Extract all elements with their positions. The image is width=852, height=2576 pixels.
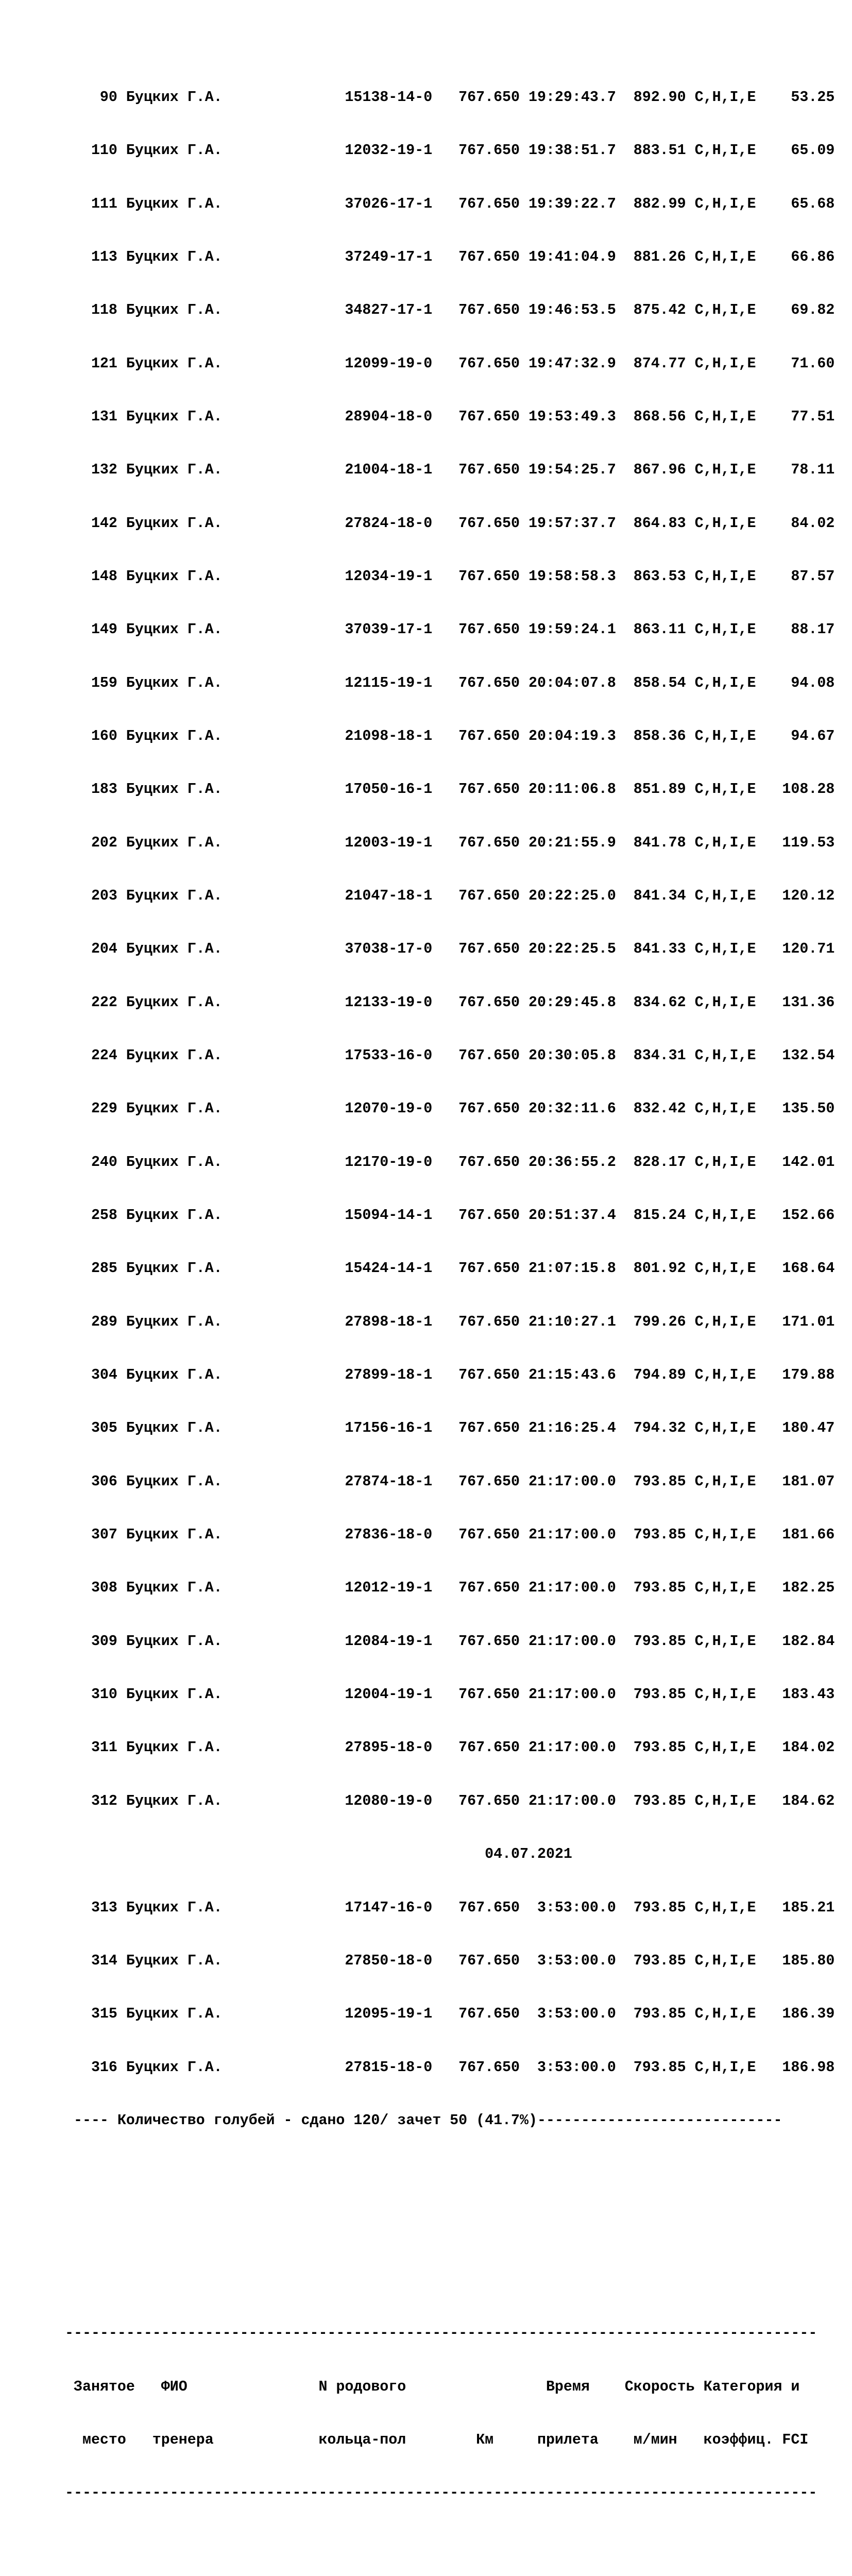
result-row: 312 Буцких Г.А. 12080-19-0 767.650 21:17:00.0 793.85 C,H,I,E 184.62 [65,1792,835,1809]
result-row: 148 Буцких Г.А. 12034-19-1 767.650 19:58:58.3 863.53 C,H,I,E 87.57 [65,568,835,585]
result-row: 258 Буцких Г.А. 15094-14-1 767.650 20:51:37.4 815.24 C,H,I,E 152.66 [65,1207,835,1224]
result-row: 160 Буцких Г.А. 21098-18-1 767.650 20:04:19.3 858.36 C,H,I,E 94.67 [65,727,835,744]
result-row: 229 Буцких Г.А. 12070-19-0 767.650 20:32:11.6 832.42 C,H,I,E 135.50 [65,1100,835,1117]
result-row: 307 Буцких Г.А. 27836-18-0 767.650 21:17:00.0 793.85 C,H,I,E 181.66 [65,1527,835,1544]
result-row: 142 Буцких Г.А. 27824-18-0 767.650 19:57:37.7 864.83 C,H,I,E 84.02 [65,515,835,532]
date-separator: 04.07.2021 [65,1846,572,1863]
result-row: 132 Буцких Г.А. 21004-18-1 767.650 19:54:25.7 867.96 C,H,I,E 78.11 [65,462,835,479]
result-row: 121 Буцких Г.А. 12099-19-0 767.650 19:47:32.9 874.77 C,H,I,E 71.60 [65,355,835,372]
results-block-butskih [65,53,834,2165]
spacer [65,2218,834,2236]
result-row: 313 Буцких Г.А. 17147-16-0 767.650 3:53:00.0 793.85 C,H,I,E 185.21 [65,1899,835,1916]
result-row: 222 Буцких Г.А. 12133-19-0 767.650 20:29:45.8 834.62 C,H,I,E 131.36 [65,994,835,1011]
result-row: 311 Буцких Г.А. 27895-18-0 767.650 21:17:00.0 793.85 C,H,I,E 184.02 [65,1739,835,1756]
result-row: 309 Буцких Г.А. 12084-19-1 767.650 21:17:00.0 793.85 C,H,I,E 182.84 [65,1633,835,1650]
result-row: 110 Буцких Г.А. 12032-19-1 767.650 19:38:51.7 883.51 C,H,I,E 65.09 [65,142,835,159]
result-row: 289 Буцких Г.А. 27898-18-1 767.650 21:10:27.1 799.26 C,H,I,E 171.01 [65,1313,835,1330]
header-rule: -------------------------------------------------------------------------------------- [65,2325,817,2342]
result-row: 314 Буцких Г.А. 27850-18-0 767.650 3:53:00.0 793.85 C,H,I,E 185.80 [65,1952,835,1969]
result-row: 305 Буцких Г.А. 17156-16-1 767.650 21:16:25.4 794.32 C,H,I,E 180.47 [65,1420,835,1437]
result-row: 90 Буцких Г.А. 15138-14-0 767.650 19:29:43.7 892.90 C,H,I,E 53.25 [65,89,835,106]
result-row: 315 Буцких Г.А. 12095-19-1 767.650 3:53:00.0 793.85 C,H,I,E 186.39 [65,2006,835,2023]
result-row: 240 Буцких Г.А. 12170-19-0 767.650 20:36:55.2 828.17 C,H,I,E 142.01 [65,1154,835,1171]
result-row: 224 Буцких Г.А. 17533-16-0 767.650 20:30:05.8 834.31 C,H,I,E 132.54 [65,1047,835,1064]
result-row: 285 Буцких Г.А. 15424-14-1 767.650 21:07:15.8 801.92 C,H,I,E 168.64 [65,1260,835,1277]
result-row: 316 Буцких Г.А. 27815-18-0 767.650 3:53:00.0 793.85 C,H,I,E 186.98 [65,2059,835,2076]
pigeon-count-summary: ---- Количество голубей - сдано 120/ зачет 50 (41.7%)---------------------------- [65,2112,782,2129]
results-document [65,18,834,2576]
result-row: 149 Буцких Г.А. 37039-17-1 767.650 19:59:24.1 863.11 C,H,I,E 88.17 [65,621,835,638]
header-rule: -------------------------------------------------------------------------------------- [65,2485,817,2502]
result-row: 113 Буцких Г.А. 37249-17-1 767.650 19:41:04.9 881.26 C,H,I,E 66.86 [65,248,835,265]
result-row: 202 Буцких Г.А. 12003-19-1 767.650 20:21:55.9 841.78 C,H,I,E 119.53 [65,834,835,851]
result-row: 131 Буцких Г.А. 28904-18-0 767.650 19:53:49.3 868.56 C,H,I,E 77.51 [65,408,835,425]
result-row: 308 Буцких Г.А. 12012-19-1 767.650 21:17:00.0 793.85 C,H,I,E 182.25 [65,1580,835,1597]
result-row: 118 Буцких Г.А. 34827-17-1 767.650 19:46:53.5 875.42 C,H,I,E 69.82 [65,302,835,319]
result-row: 183 Буцких Г.А. 17050-16-1 767.650 20:11:06.8 851.89 C,H,I,E 108.28 [65,781,835,798]
result-row: 304 Буцких Г.А. 27899-18-1 767.650 21:15:43.6 794.89 C,H,I,E 179.88 [65,1367,835,1384]
result-row: 310 Буцких Г.А. 12004-19-1 767.650 21:17:00.0 793.85 C,H,I,E 183.43 [65,1686,835,1703]
header-line: Занятое ФИО N родового Время Скорость Категория и [65,2378,800,2395]
result-row: 159 Буцких Г.А. 12115-19-1 767.650 20:04:07.8 858.54 C,H,I,E 94.08 [65,674,835,691]
result-row: 306 Буцких Г.А. 27874-18-1 767.650 21:17:00.0 793.85 C,H,I,E 181.07 [65,1473,835,1490]
column-header [65,2289,834,2537]
result-row: 111 Буцких Г.А. 37026-17-1 767.650 19:39:22.7 882.99 C,H,I,E 65.68 [65,195,835,212]
result-row: 204 Буцких Г.А. 37038-17-0 767.650 20:22:25.5 841.33 C,H,I,E 120.71 [65,941,835,958]
header-line: место тренера кольца-пол Км прилета м/мин коэффиц. FCI [65,2431,809,2448]
result-row: 203 Буцких Г.А. 21047-18-1 767.650 20:22:25.0 841.34 C,H,I,E 120.12 [65,887,835,904]
